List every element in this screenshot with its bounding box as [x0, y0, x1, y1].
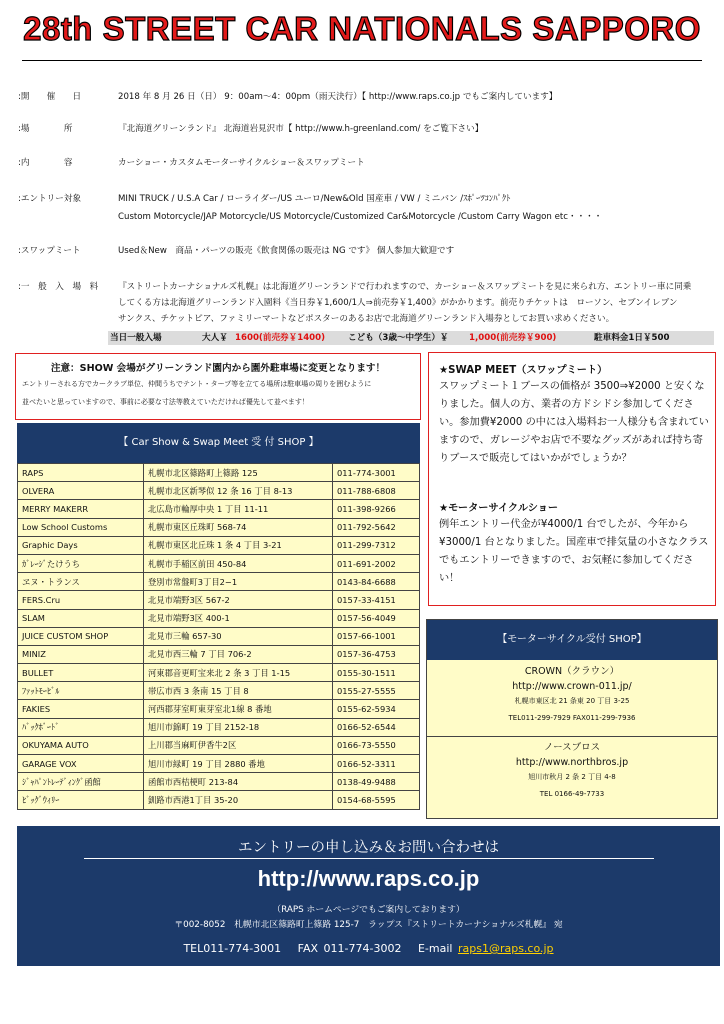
- shop-address: 北見市端野3区 567-2: [144, 591, 333, 609]
- shop-address: 札幌市北区新琴似 12 条 16 丁目 8-13: [144, 482, 333, 500]
- general-value-3: サンクス、チケットピア、ファミリーマートなどポスターのあるお店で北海道グリーンランド入場券としてお買い求めください。: [118, 314, 615, 324]
- fee-parking: 駐車料金1日￥500: [594, 333, 670, 343]
- title-divider: [22, 60, 702, 61]
- content-value: カーショー・カスタムモーターサイクルショー＆スワップミート: [118, 158, 365, 168]
- shop-phone: 0157-33-4151: [333, 591, 420, 609]
- shop-row: [18, 682, 420, 700]
- shop-phone: 0166-52-3311: [333, 755, 420, 773]
- shop-name: OKUYAMA AUTO: [18, 736, 144, 754]
- info-content-row: [18, 157, 718, 170]
- admission-fee-bar: [108, 331, 714, 345]
- shop-name: JUICE CUSTOM SHOP: [18, 627, 144, 645]
- shop-phone: 0155-62-5934: [333, 700, 420, 718]
- shop-name: MERRY MAKERR: [18, 500, 144, 518]
- shop-name: ｼﾞｬﾊﾟﾝﾄﾚｰﾃﾞｨﾝｸﾞ函館: [18, 773, 144, 791]
- shop-name: ﾋﾞｯｸﾞｳｨﾘｰ: [18, 791, 144, 809]
- shop-row: [18, 773, 420, 791]
- shop-row: [18, 791, 420, 809]
- shop-name: Low School Customs: [18, 518, 144, 536]
- shop-row: [18, 482, 420, 500]
- shop-row: [18, 755, 420, 773]
- shop-address: 帯広市西 3 条南 15 丁目 8: [144, 682, 333, 700]
- footer-address: 〒002-8052 札幌市北区篠路町上篠路 125-7 ラップス『ストリートカーナショナルズ札幌』 宛: [174, 920, 563, 930]
- shop-name: ｶﾞﾚｰｼﾞたけうち: [18, 554, 144, 572]
- motorcycle-show-paragraph: 例年エントリー代金が¥4000/1 台でしたが、今年から¥3000/1 台となりました。国産車で排気量の小さなクラスでもエントリーできますので、お気軽に参加してください！: [439, 519, 709, 584]
- general-label: :一 般 入 場 料: [18, 282, 99, 292]
- shop-phone: 0166-73-5550: [333, 736, 420, 754]
- shop-row: [18, 536, 420, 554]
- content-label: :内 容: [18, 158, 73, 168]
- shop-address: 釧路市西港1丁目 35-20: [144, 791, 333, 809]
- crown-tel: TEL011-299-7929 FAX011-299-7936: [508, 714, 636, 722]
- swap-meet-box: [428, 352, 716, 606]
- fee-adult-label: 大人￥: [202, 333, 228, 343]
- shop-phone: 0138-49-9488: [333, 773, 420, 791]
- shop-name: ヱヌ・トランス: [18, 573, 144, 591]
- footer-contact-line: [17, 940, 720, 956]
- event-title: 28th STREET CAR NATIONALS SAPPORO: [23, 10, 701, 47]
- shop-address: 札幌市東区北丘珠 1 条 4 丁目 3-21: [144, 536, 333, 554]
- shop-phone: 0155-27-5555: [333, 682, 420, 700]
- shop-address: 河東郡音更町宝来北 2 条 3 丁目 1-15: [144, 664, 333, 682]
- shop-row: [18, 554, 420, 572]
- shop-table: [17, 463, 420, 810]
- info-date-row: [18, 91, 718, 104]
- shop-address: 北見市端野3区 400-1: [144, 609, 333, 627]
- shop-phone: 0155-30-1511: [333, 664, 420, 682]
- shop-address: 上川郡当麻町伊香牛2区: [144, 736, 333, 754]
- shop-row: [18, 645, 420, 663]
- shop-address: 旭川市緑町 19 丁目 2880 番地: [144, 755, 333, 773]
- swap-paragraph: スワップミート１ブースの価格が 3500⇒¥2000 と安くなりました。個人の方、業者の方ドシドシ参加してください。参加費¥2000 の中には入場料お一人様分も含まれていますので、ガレージやお店で不要なグッズがあれば持ち寄りブースで販売してはいかがでしょうか？: [439, 381, 709, 464]
- fee-adult-price: 1600(前売券￥1400): [235, 333, 326, 343]
- info-venue-row: [18, 123, 718, 136]
- info-general-row: [18, 281, 718, 329]
- shop-name: FAKIES: [18, 700, 144, 718]
- crown-url[interactable]: http://www.crown-011.jp/: [512, 681, 632, 692]
- shop-row: [18, 500, 420, 518]
- moto-divider: [427, 736, 717, 737]
- footer-tel-fax: TEL011-774-3001 FAX 011-774-3002 E-mail: [183, 942, 453, 955]
- shop-name: ﾌｧｯﾄﾓｰﾋﾞﾙ: [18, 682, 144, 700]
- shop-row: [18, 718, 420, 736]
- motorcycle-shop-panel: [426, 619, 718, 819]
- crown-shop: [427, 665, 717, 725]
- shop-phone: 0166-52-6544: [333, 718, 420, 736]
- venue-notice: [15, 353, 421, 420]
- shop-address: 札幌市手稲区前田 450-84: [144, 554, 333, 572]
- shop-phone: 011-398-9266: [333, 500, 420, 518]
- shop-address: 北見市西三輪 7 丁目 706-2: [144, 645, 333, 663]
- shop-row: [18, 464, 420, 482]
- shop-row: [18, 700, 420, 718]
- shop-phone: 0157-36-4753: [333, 645, 420, 663]
- notice-body-1: エントリーされる方でカークラブ単位、仲間うちでテント・タープ等を立てる場所は駐車場の周りを囲むように: [22, 380, 372, 388]
- northbros-url[interactable]: http://www.northbros.jp: [515, 757, 629, 768]
- shop-name: RAPS: [18, 464, 144, 482]
- shop-row: [18, 627, 420, 645]
- shop-row: [18, 518, 420, 536]
- motorcycle-show-heading: ★モーターサイクルショー: [439, 503, 559, 514]
- shop-phone: 011-691-2002: [333, 554, 420, 572]
- shop-phone: 011-792-5642: [333, 518, 420, 536]
- shop-address: 札幌市北区篠路町上篠路 125: [144, 464, 333, 482]
- shop-row: [18, 736, 420, 754]
- shop-row: [18, 573, 420, 591]
- entry-value-2: Custom Motorcycle/JAP Motorcycle/US Motorcycle/Customized Car&Motorcycle /Custom Carry Wagon etc・・・・: [118, 212, 603, 222]
- general-value-1: 『ストリートカーナショナルズ札幌』は北海道グリーンランドで行われますので、カーショー＆スワップミートを見に来られ方、エントリー車に同乗: [118, 282, 692, 292]
- shop-row: [18, 591, 420, 609]
- shop-phone: 011-788-6808: [333, 482, 420, 500]
- shop-address: 河西郡芽室町東芽室北1線 8 番地: [144, 700, 333, 718]
- shop-name: ﾊﾞｯｸﾎﾞｰﾄﾞ: [18, 718, 144, 736]
- shop-phone: 0157-66-1001: [333, 627, 420, 645]
- shop-phone: 011-774-3001: [333, 464, 420, 482]
- shop-name: OLVERA: [18, 482, 144, 500]
- shop-phone: 0154-68-5595: [333, 791, 420, 809]
- date-value: 2018 年 8 月 26 日（日） 9：00am〜4：00pm（雨天決行）【 http://www.raps.co.jp でもご案内しています】: [118, 92, 558, 102]
- contact-footer: [17, 826, 720, 966]
- shop-name: SLAM: [18, 609, 144, 627]
- notice-body-2: 並べたいと思っていますので、事前に必要な寸法等教えていただければ優先して並べます！: [22, 398, 309, 406]
- shop-address: 登別市常盤町3丁目2−1: [144, 573, 333, 591]
- shop-address: 北広島市輪厚中央 1 丁目 11-11: [144, 500, 333, 518]
- shop-phone: 011-299-7312: [333, 536, 420, 554]
- motorcycle-shop-title: 【モーターサイクル受付 SHOP】: [427, 620, 717, 660]
- shop-address: 北見市三輪 657-30: [144, 627, 333, 645]
- info-swap-row: [18, 245, 718, 258]
- shop-phone: 0143-84-6688: [333, 573, 420, 591]
- date-label: :開 催 日: [18, 92, 82, 102]
- crown-address: 札幌市東区北 21 条東 20 丁目 3-25: [514, 697, 630, 705]
- northbros-address: 旭川市秋月 2 条 2 丁目 4-8: [528, 773, 616, 781]
- footer-subtext: （RAPS ホームページでもご案内しております）: [272, 905, 465, 915]
- crown-name: CROWN（クラウン）: [524, 666, 620, 677]
- northbros-tel: TEL 0166-49-7733: [539, 790, 605, 798]
- entry-value-1: MINI TRUCK / U.S.A Car / ローライダー/US ユーロ/New&Old 国産車 / VW / ミニバン /ｽﾎﾟｰﾂｺﾝﾊﾟｸﾄ: [118, 194, 511, 204]
- shop-name: FERS.Cru: [18, 591, 144, 609]
- shop-name: BULLET: [18, 664, 144, 682]
- venue-value: 『北海道グリーンランド』 北海道岩見沢市【 http://www.h-greenland.com/ をご覧下さい】: [118, 124, 484, 134]
- info-entry-row: [18, 193, 718, 223]
- footer-email-link[interactable]: raps1@raps.co.jp: [457, 942, 554, 955]
- shop-name: MINIZ: [18, 645, 144, 663]
- footer-url-link[interactable]: http://www.raps.co.jp: [257, 866, 480, 891]
- fee-child-label: こども（3歳〜中学生）￥: [348, 333, 449, 343]
- fee-label: 当日一般入場: [110, 333, 162, 343]
- swap-label: :スワップミート: [18, 246, 81, 256]
- shop-address: 旭川市錦町 19 丁目 2152-18: [144, 718, 333, 736]
- shop-phone: 0157-56-4049: [333, 609, 420, 627]
- shop-name: Graphic Days: [18, 536, 144, 554]
- general-value-2: してくる方は北海道グリーンランド入園料《当日券￥1,600/1人⇒前売券￥1,400》がかかります。前売りチケットは ローソン、セブンイレブン: [118, 298, 678, 308]
- footer-divider: [84, 858, 654, 859]
- northbros-shop: [427, 741, 717, 801]
- shop-row: [18, 609, 420, 627]
- notice-headline: 注意：SHOW 会場がグリーンランド園内から園外駐車場に変更となります！: [50, 363, 386, 374]
- shop-panel-title: 【 Car Show & Swap Meet 受 付 SHOP 】: [17, 423, 420, 463]
- footer-question: エントリーの申し込み＆お問い合わせは: [238, 840, 499, 856]
- shop-address: 函館市西桔梗町 213-84: [144, 773, 333, 791]
- shop-row: [18, 664, 420, 682]
- fee-child-price: 1,000(前売券￥900): [469, 333, 557, 343]
- shop-name: GARAGE VOX: [18, 755, 144, 773]
- entry-label: :エントリー対象: [18, 194, 82, 204]
- northbros-name: ノースブロス: [543, 742, 601, 753]
- swap-value: Used＆New 商品・パーツの販売《飲食関係の販売は NG です》 個人参加大歓迎です: [118, 246, 455, 256]
- shop-address: 札幌市東区丘珠町 568-74: [144, 518, 333, 536]
- venue-label: :場 所: [18, 124, 73, 134]
- swap-heading: ★SWAP MEET（スワップミート）: [439, 365, 608, 376]
